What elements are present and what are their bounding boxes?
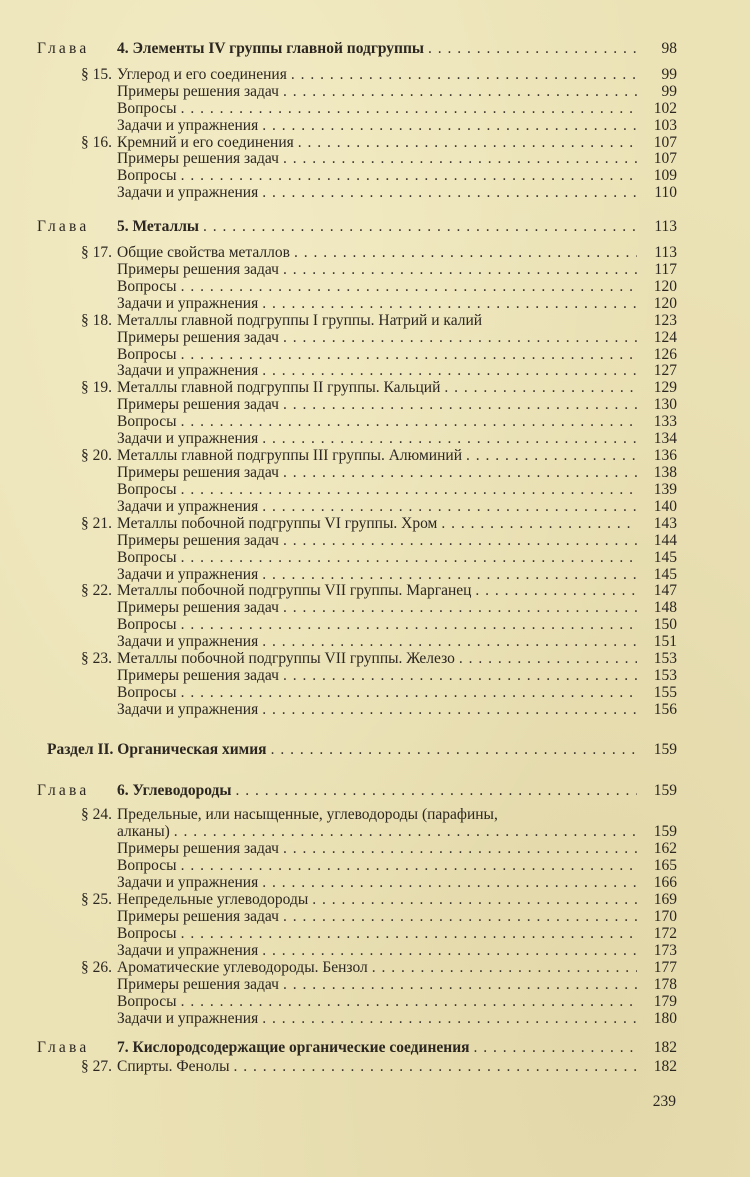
toc-entry <box>37 583 677 600</box>
entry-title: Кремний и его соединения <box>117 133 294 151</box>
toc-entry <box>37 533 677 550</box>
toc-entry <box>37 702 677 719</box>
entry-page: 120 <box>653 277 677 295</box>
dot-leader <box>283 397 637 414</box>
dot-leader <box>181 925 637 942</box>
entry-page: 182 <box>653 1058 677 1075</box>
entry-page: 145 <box>653 548 677 566</box>
entry-page: 182 <box>653 1039 677 1056</box>
toc-entry <box>37 262 677 279</box>
entry-title: 5. Металлы <box>117 218 199 235</box>
entry-label: § 26. <box>81 959 112 976</box>
entry-page: 117 <box>654 260 677 278</box>
entry-page: 153 <box>653 650 677 668</box>
entry-page: 150 <box>653 616 677 634</box>
entry-title: Металлы побочной подгруппы VII группы. Марганец <box>117 582 472 600</box>
dot-leader <box>283 465 637 482</box>
toc-entry <box>37 1010 677 1027</box>
chapter-entry <box>37 782 677 799</box>
entry-title: Металлы главной подгруппы I группы. Натрий и калий <box>117 311 483 329</box>
dot-leader <box>283 84 637 101</box>
entry-page: 113 <box>654 244 677 261</box>
entry-page: 145 <box>653 565 677 583</box>
entry-title: Вопросы <box>117 548 177 566</box>
toc-entry <box>37 567 677 584</box>
dot-leader <box>294 245 637 262</box>
entry-title: Вопросы <box>117 413 177 431</box>
dot-leader <box>203 218 637 235</box>
toc-group <box>37 1058 677 1075</box>
entry-title: Примеры решения задач <box>117 396 279 414</box>
entry-title: Задачи и упражнения <box>117 700 259 718</box>
dot-leader <box>262 567 637 584</box>
dot-leader <box>372 959 637 976</box>
dot-leader <box>181 101 637 118</box>
dot-leader <box>181 482 637 499</box>
entry-label: Глава <box>37 218 90 235</box>
toc-entry <box>37 431 677 448</box>
entry-page: 113 <box>654 218 677 235</box>
entry-page: 165 <box>653 857 677 874</box>
part-entry <box>37 741 677 758</box>
entry-page: 173 <box>653 942 677 959</box>
dot-leader <box>235 782 637 799</box>
entry-page: 133 <box>653 413 677 431</box>
chapter-entry <box>37 1039 677 1056</box>
entry-page: 130 <box>653 396 677 414</box>
toc-entry <box>37 330 677 347</box>
dot-leader <box>283 330 637 347</box>
dot-leader <box>181 347 637 364</box>
dot-leader <box>283 840 637 857</box>
entry-label: § 18. <box>81 311 112 329</box>
entry-page: 159 <box>653 741 677 758</box>
toc-entry <box>37 959 677 976</box>
dot-leader <box>262 942 637 959</box>
dot-leader <box>262 431 637 448</box>
dot-leader <box>459 651 637 668</box>
entry-title: Спирты. Фенолы <box>117 1058 230 1075</box>
entry-title: Вопросы <box>117 616 177 634</box>
entry-page: 178 <box>653 976 677 993</box>
entry-title: Примеры решения задач <box>117 599 279 617</box>
toc-entry <box>37 976 677 993</box>
entry-page: 172 <box>653 925 677 942</box>
entry-page: 127 <box>653 362 677 380</box>
dot-leader <box>283 976 637 993</box>
entry-page: 120 <box>653 294 677 312</box>
dot-leader <box>234 1058 637 1075</box>
dot-leader <box>271 741 637 758</box>
entry-page: 140 <box>653 497 677 515</box>
entry-page: 99 <box>661 66 677 83</box>
entry-label: § 22. <box>81 582 112 600</box>
entry-title: Металлы побочной подгруппы VII группы. Железо <box>117 650 455 668</box>
entry-title: Задачи и упражнения <box>117 430 259 448</box>
entry-title: Предельные, или насыщенные, углеводороды (парафины, <box>117 806 498 823</box>
entry-page: 155 <box>653 683 677 701</box>
entry-title: Примеры решения задач <box>117 82 279 100</box>
entry-label: § 25. <box>81 891 112 908</box>
dot-leader <box>475 583 637 600</box>
entry-title: Примеры решения задач <box>117 840 279 857</box>
dot-leader <box>312 891 637 908</box>
entry-page: 144 <box>653 531 677 549</box>
dot-leader <box>474 1039 637 1056</box>
entry-title: Непредельные углеводороды <box>117 891 309 908</box>
entry-title: 6. Углеводороды <box>117 782 232 799</box>
entry-label: Глава <box>37 782 90 799</box>
entry-page: 179 <box>653 993 677 1010</box>
entry-title: Примеры решения задач <box>117 260 279 278</box>
entry-title: Вопросы <box>117 167 177 185</box>
entry-title: Ароматические углеводороды. Бензол <box>117 959 368 976</box>
dot-leader <box>181 617 637 634</box>
entry-page: 159 <box>653 782 677 799</box>
entry-title: алканы) <box>117 823 170 840</box>
dot-leader <box>174 823 637 840</box>
toc-entry <box>37 397 677 414</box>
toc-entry <box>37 550 677 567</box>
entry-title: Задачи и упражнения <box>117 942 259 959</box>
entry-title: Примеры решения задач <box>117 150 279 168</box>
chapter-entry <box>37 218 677 235</box>
toc-entry <box>37 617 677 634</box>
entry-title: 7. Кислородсодержащие органические соединения <box>117 1039 470 1056</box>
entry-page: 126 <box>653 345 677 363</box>
entry-title: Общие свойства металлов <box>117 244 290 261</box>
chapter-entry <box>37 40 677 57</box>
entry-title: Металлы побочной подгруппы VI группы. Хром <box>117 514 438 532</box>
toc-group <box>37 245 677 719</box>
dot-leader <box>262 499 637 516</box>
entry-title: Задачи и упражнения <box>117 116 259 134</box>
toc-entry <box>37 135 677 152</box>
entry-title: Примеры решения задач <box>117 976 279 993</box>
dot-leader <box>181 279 637 296</box>
toc-entry <box>37 806 677 823</box>
entry-page: 102 <box>653 99 677 117</box>
entry-label: § 17. <box>81 244 112 261</box>
entry-page: 99 <box>661 82 677 100</box>
toc-entry <box>37 942 677 959</box>
toc-entry <box>37 245 677 262</box>
entry-title: Задачи и упражнения <box>117 633 259 651</box>
entry-page: 143 <box>653 514 677 532</box>
entry-page: 107 <box>653 150 677 168</box>
toc-entry <box>37 634 677 651</box>
entry-page: 136 <box>653 447 677 465</box>
entry-title: Металлы главной подгруппы II группы. Кальций <box>117 379 441 397</box>
entry-title: Вопросы <box>117 925 177 942</box>
dot-leader <box>283 262 637 279</box>
dot-leader <box>283 533 637 550</box>
dot-leader <box>428 40 637 57</box>
entry-title: Вопросы <box>117 683 177 701</box>
entry-title: Задачи и упражнения <box>117 294 259 312</box>
toc-entry <box>37 347 677 364</box>
entry-title: Задачи и упражнения <box>117 362 259 380</box>
entry-title: Вопросы <box>117 480 177 498</box>
entry-title: Задачи и упражнения <box>117 184 259 202</box>
entry-title: Задачи и упражнения <box>117 497 259 515</box>
entry-title: Вопросы <box>117 277 177 295</box>
entry-title: 4. Элементы IV группы главной подгруппы <box>117 40 425 57</box>
toc-group <box>37 1039 677 1056</box>
entry-page: 134 <box>653 430 677 448</box>
toc-entry <box>37 668 677 685</box>
entry-label: § 19. <box>81 379 112 397</box>
toc-entry <box>37 925 677 942</box>
entry-title: Задачи и упражнения <box>117 1010 259 1027</box>
toc-entry <box>37 448 677 465</box>
toc-entry <box>37 685 677 702</box>
toc-entry <box>37 482 677 499</box>
entry-page: 98 <box>661 40 677 57</box>
entry-title: Металлы главной подгруппы III группы. Алюминий <box>117 447 462 465</box>
entry-title: Углерод и его соединения <box>117 66 287 83</box>
dot-leader <box>262 296 637 313</box>
dot-leader <box>262 1010 637 1027</box>
entry-title: Вопросы <box>117 993 177 1010</box>
dot-leader <box>181 993 637 1010</box>
dot-leader <box>466 448 637 465</box>
dot-leader <box>283 668 637 685</box>
toc-entry <box>37 891 677 908</box>
dot-leader <box>283 600 637 617</box>
toc-entry <box>37 414 677 431</box>
entry-label: § 27. <box>81 1058 112 1075</box>
entry-label: Глава <box>37 40 90 57</box>
dot-leader <box>181 168 637 185</box>
toc-entry <box>37 363 677 380</box>
entry-title: Задачи и упражнения <box>117 874 259 891</box>
toc-entry <box>37 499 677 516</box>
entry-page: 170 <box>653 908 677 925</box>
entry-page: 159 <box>653 823 677 840</box>
toc-entry <box>37 84 677 101</box>
toc-entry <box>37 874 677 891</box>
entry-label: § 24. <box>81 806 112 823</box>
entry-page: 123 <box>653 311 677 329</box>
dot-leader <box>262 363 637 380</box>
dot-leader <box>291 67 637 84</box>
toc-group <box>37 67 677 202</box>
entry-title: Задачи и упражнения <box>117 565 259 583</box>
entry-title: Примеры решения задач <box>117 328 279 346</box>
toc-entry <box>37 118 677 135</box>
dot-leader <box>262 702 637 719</box>
entry-page: 107 <box>653 133 677 151</box>
entry-page: 109 <box>653 167 677 185</box>
toc-entry <box>37 279 677 296</box>
toc-entry <box>37 380 677 397</box>
entry-page: 124 <box>653 328 677 346</box>
dot-leader <box>283 151 637 168</box>
dot-leader <box>283 908 637 925</box>
dot-leader <box>262 634 637 651</box>
dot-leader <box>181 857 637 874</box>
dot-leader <box>298 135 637 152</box>
toc-entry <box>37 993 677 1010</box>
entry-title: Примеры решения задач <box>117 463 279 481</box>
entry-title: Вопросы <box>117 99 177 117</box>
entry-label: Глава <box>37 1039 90 1056</box>
toc-entry <box>37 168 677 185</box>
entry-page: 147 <box>653 582 677 600</box>
dot-leader <box>262 118 637 135</box>
entry-page: 138 <box>653 463 677 481</box>
toc-entry <box>37 823 677 840</box>
toc-entry <box>37 857 677 874</box>
entry-page: 162 <box>653 840 677 857</box>
toc-entry <box>37 651 677 668</box>
entry-page: 103 <box>653 116 677 134</box>
toc-group <box>37 40 677 57</box>
toc-entry <box>37 908 677 925</box>
dot-leader <box>181 550 637 567</box>
toc-entry <box>37 840 677 857</box>
entry-page: 139 <box>653 480 677 498</box>
toc-group <box>37 806 677 1027</box>
toc-entry <box>37 151 677 168</box>
toc-entry <box>37 465 677 482</box>
entry-page: 110 <box>654 184 677 202</box>
toc-entry <box>37 313 677 330</box>
entry-page: 151 <box>653 633 677 651</box>
toc-entry <box>37 67 677 84</box>
dot-leader <box>444 380 637 397</box>
dot-leader <box>441 516 637 533</box>
toc-entry <box>37 516 677 533</box>
entry-label: § 16. <box>81 133 112 151</box>
entry-label: § 15. <box>81 66 112 83</box>
entry-page: 156 <box>653 700 677 718</box>
entry-page: 180 <box>653 1010 677 1027</box>
dot-leader <box>181 685 637 702</box>
entry-page: 169 <box>653 891 677 908</box>
entry-page: 153 <box>653 667 677 685</box>
entry-page: 166 <box>653 874 677 891</box>
entry-title: Примеры решения задач <box>117 908 279 925</box>
dot-leader <box>181 414 637 431</box>
toc-group <box>37 782 677 799</box>
entry-label: § 20. <box>81 447 112 465</box>
entry-title: Вопросы <box>117 857 177 874</box>
toc-entry <box>37 185 677 202</box>
entry-page: 129 <box>653 379 677 397</box>
entry-page: 148 <box>653 599 677 617</box>
toc-entry <box>37 1058 677 1075</box>
toc-entry <box>37 600 677 617</box>
entry-label: § 23. <box>81 650 112 668</box>
entry-label: § 21. <box>81 514 112 532</box>
dot-leader <box>262 185 637 202</box>
dot-leader <box>262 874 637 891</box>
entry-title: Примеры решения задач <box>117 531 279 549</box>
entry-title: Раздел II. Органическая химия <box>47 741 267 758</box>
entry-page: 177 <box>653 959 677 976</box>
entry-title: Примеры решения задач <box>117 667 279 685</box>
entry-title: Вопросы <box>117 345 177 363</box>
toc-group <box>37 218 677 235</box>
toc-entry <box>37 101 677 118</box>
page-number: 239 <box>652 1093 676 1110</box>
toc-entry <box>37 296 677 313</box>
toc-group <box>37 741 677 758</box>
